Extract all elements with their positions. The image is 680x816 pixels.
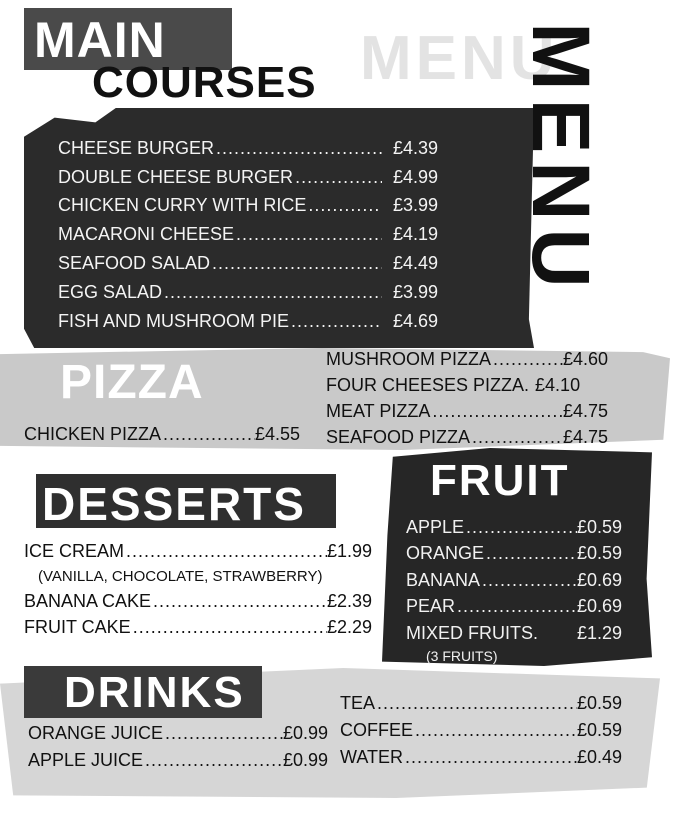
dot-leader	[143, 750, 283, 771]
menu-item	[406, 541, 622, 568]
pizza-left-list	[24, 420, 300, 449]
dot-leader	[491, 349, 563, 370]
dot-leader	[484, 543, 577, 564]
menu-item	[406, 594, 622, 621]
item-name: FRUIT CAKE	[24, 616, 131, 637]
item-price: £1.29	[576, 622, 622, 643]
main-courses-list	[58, 134, 438, 336]
item-price: £4.49	[392, 253, 438, 274]
courses-heading: COURSES	[92, 58, 317, 107]
desserts-heading: DESSERTS	[42, 478, 306, 530]
item-name: SEAFOOD SALAD	[58, 253, 211, 274]
item-name: CHEESE BURGER	[58, 137, 215, 158]
menu-item	[24, 614, 372, 640]
menu-item	[58, 163, 438, 192]
drinks-right-list	[340, 690, 622, 771]
dot-leader	[210, 253, 382, 274]
dot-leader	[375, 693, 577, 714]
item-price: £0.69	[576, 596, 622, 617]
item-price: £0.99	[282, 723, 328, 743]
menu-ghost-heading: MENU	[360, 24, 559, 93]
menu-vertical-heading: MENU	[515, 22, 606, 296]
menu-item	[406, 514, 622, 541]
fruit-list	[406, 514, 622, 665]
item-name: PEAR	[406, 596, 456, 617]
item-name: MACARONI CHEESE	[58, 224, 235, 245]
menu-item	[326, 372, 608, 398]
item-name: FOUR CHEESES PIZZA.	[326, 374, 530, 395]
item-name: MIXED FRUITS.	[406, 622, 539, 643]
dot-leader	[163, 723, 283, 744]
item-price: £4.75	[562, 400, 608, 421]
item-price: £0.59	[576, 720, 622, 740]
item-name: APPLE JUICE	[28, 750, 144, 770]
item-price: £4.10	[535, 374, 581, 395]
item-name: APPLE	[406, 516, 465, 537]
item-name: TEA	[340, 693, 376, 713]
dot-leader	[151, 591, 327, 612]
dot-leader	[124, 541, 327, 562]
item-name: WATER	[340, 747, 403, 767]
menu-item	[28, 747, 328, 774]
dot-leader	[214, 138, 382, 159]
item-name: BANANA	[406, 569, 481, 590]
fruit-heading: FRUIT	[430, 456, 570, 505]
menu-item	[58, 134, 438, 163]
menu-item	[58, 192, 438, 221]
menu-item	[24, 420, 300, 449]
menu-item	[326, 398, 608, 424]
item-price: £4.75	[562, 426, 608, 447]
item-name: DOUBLE CHEESE BURGER	[58, 166, 294, 187]
dot-leader	[464, 517, 577, 538]
dot-leader	[430, 401, 563, 422]
item-price: £4.55	[254, 423, 300, 444]
menu-item	[58, 249, 438, 278]
menu-item	[58, 278, 438, 307]
item-price: £4.19	[392, 224, 438, 245]
dot-leader	[470, 427, 563, 448]
item-price: £0.99	[282, 750, 328, 770]
item-price: £4.60	[562, 348, 608, 369]
item-price: £2.39	[326, 590, 372, 611]
item-price: £0.59	[576, 516, 622, 537]
item-name: ICE CREAM	[24, 540, 125, 561]
dot-leader	[403, 747, 577, 768]
menu-item	[58, 307, 438, 336]
menu-item	[406, 567, 622, 594]
item-price: £0.49	[576, 747, 622, 767]
menu-item	[406, 620, 622, 647]
dot-leader	[293, 167, 382, 188]
menu-item	[340, 690, 622, 717]
item-price: £0.69	[576, 569, 622, 590]
item-price: £1.99	[326, 540, 372, 561]
item-price: £0.59	[576, 693, 622, 713]
ice-cream-flavours-note: (VANILLA, CHOCOLATE, STRAWBERRY)	[38, 567, 323, 585]
dot-leader	[162, 282, 382, 303]
menu-item	[58, 220, 438, 249]
pizza-heading: PIZZA	[60, 356, 204, 409]
item-name: BANANA CAKE	[24, 590, 152, 611]
menu-item	[340, 717, 622, 744]
item-price: £0.59	[576, 543, 622, 564]
menu-item	[24, 538, 372, 564]
mixed-fruits-note: (3 FRUITS)	[426, 647, 498, 664]
item-name: MUSHROOM PIZZA	[326, 348, 491, 369]
dot-leader	[455, 596, 577, 617]
desserts-list	[24, 538, 372, 640]
item-name: ORANGE JUICE	[28, 723, 164, 743]
item-name: CHICKEN CURRY WITH RICE	[58, 195, 307, 216]
menu-item	[340, 744, 622, 771]
pizza-right-list	[326, 346, 608, 450]
dot-leader	[234, 224, 382, 245]
item-price: £4.69	[392, 310, 438, 331]
dot-leader	[161, 424, 255, 445]
item-name: EGG SALAD	[58, 281, 163, 302]
item-price: £3.99	[392, 281, 438, 302]
item-name: MEAT PIZZA	[326, 400, 431, 421]
drinks-left-list	[28, 720, 328, 774]
drinks-heading: DRINKS	[64, 668, 245, 717]
dot-leader	[131, 617, 327, 638]
dot-leader	[289, 311, 382, 332]
dot-leader	[413, 720, 577, 741]
menu-item	[326, 346, 608, 372]
item-price: £3.99	[392, 195, 438, 216]
menu-item	[326, 424, 608, 450]
dot-leader	[306, 195, 382, 216]
item-name: ORANGE	[406, 543, 485, 564]
item-name: FISH AND MUSHROOM PIE	[58, 310, 290, 331]
item-price: £2.29	[326, 616, 372, 637]
item-name: COFFEE	[340, 720, 414, 740]
item-name: CHICKEN PIZZA	[24, 423, 162, 444]
dot-leader	[480, 570, 577, 591]
item-price: £4.39	[392, 137, 438, 158]
item-price: £4.99	[392, 166, 438, 187]
item-name: SEAFOOD PIZZA	[326, 426, 471, 447]
main-heading: MAIN	[34, 12, 166, 68]
menu-item	[28, 720, 328, 747]
menu-item	[24, 588, 372, 614]
